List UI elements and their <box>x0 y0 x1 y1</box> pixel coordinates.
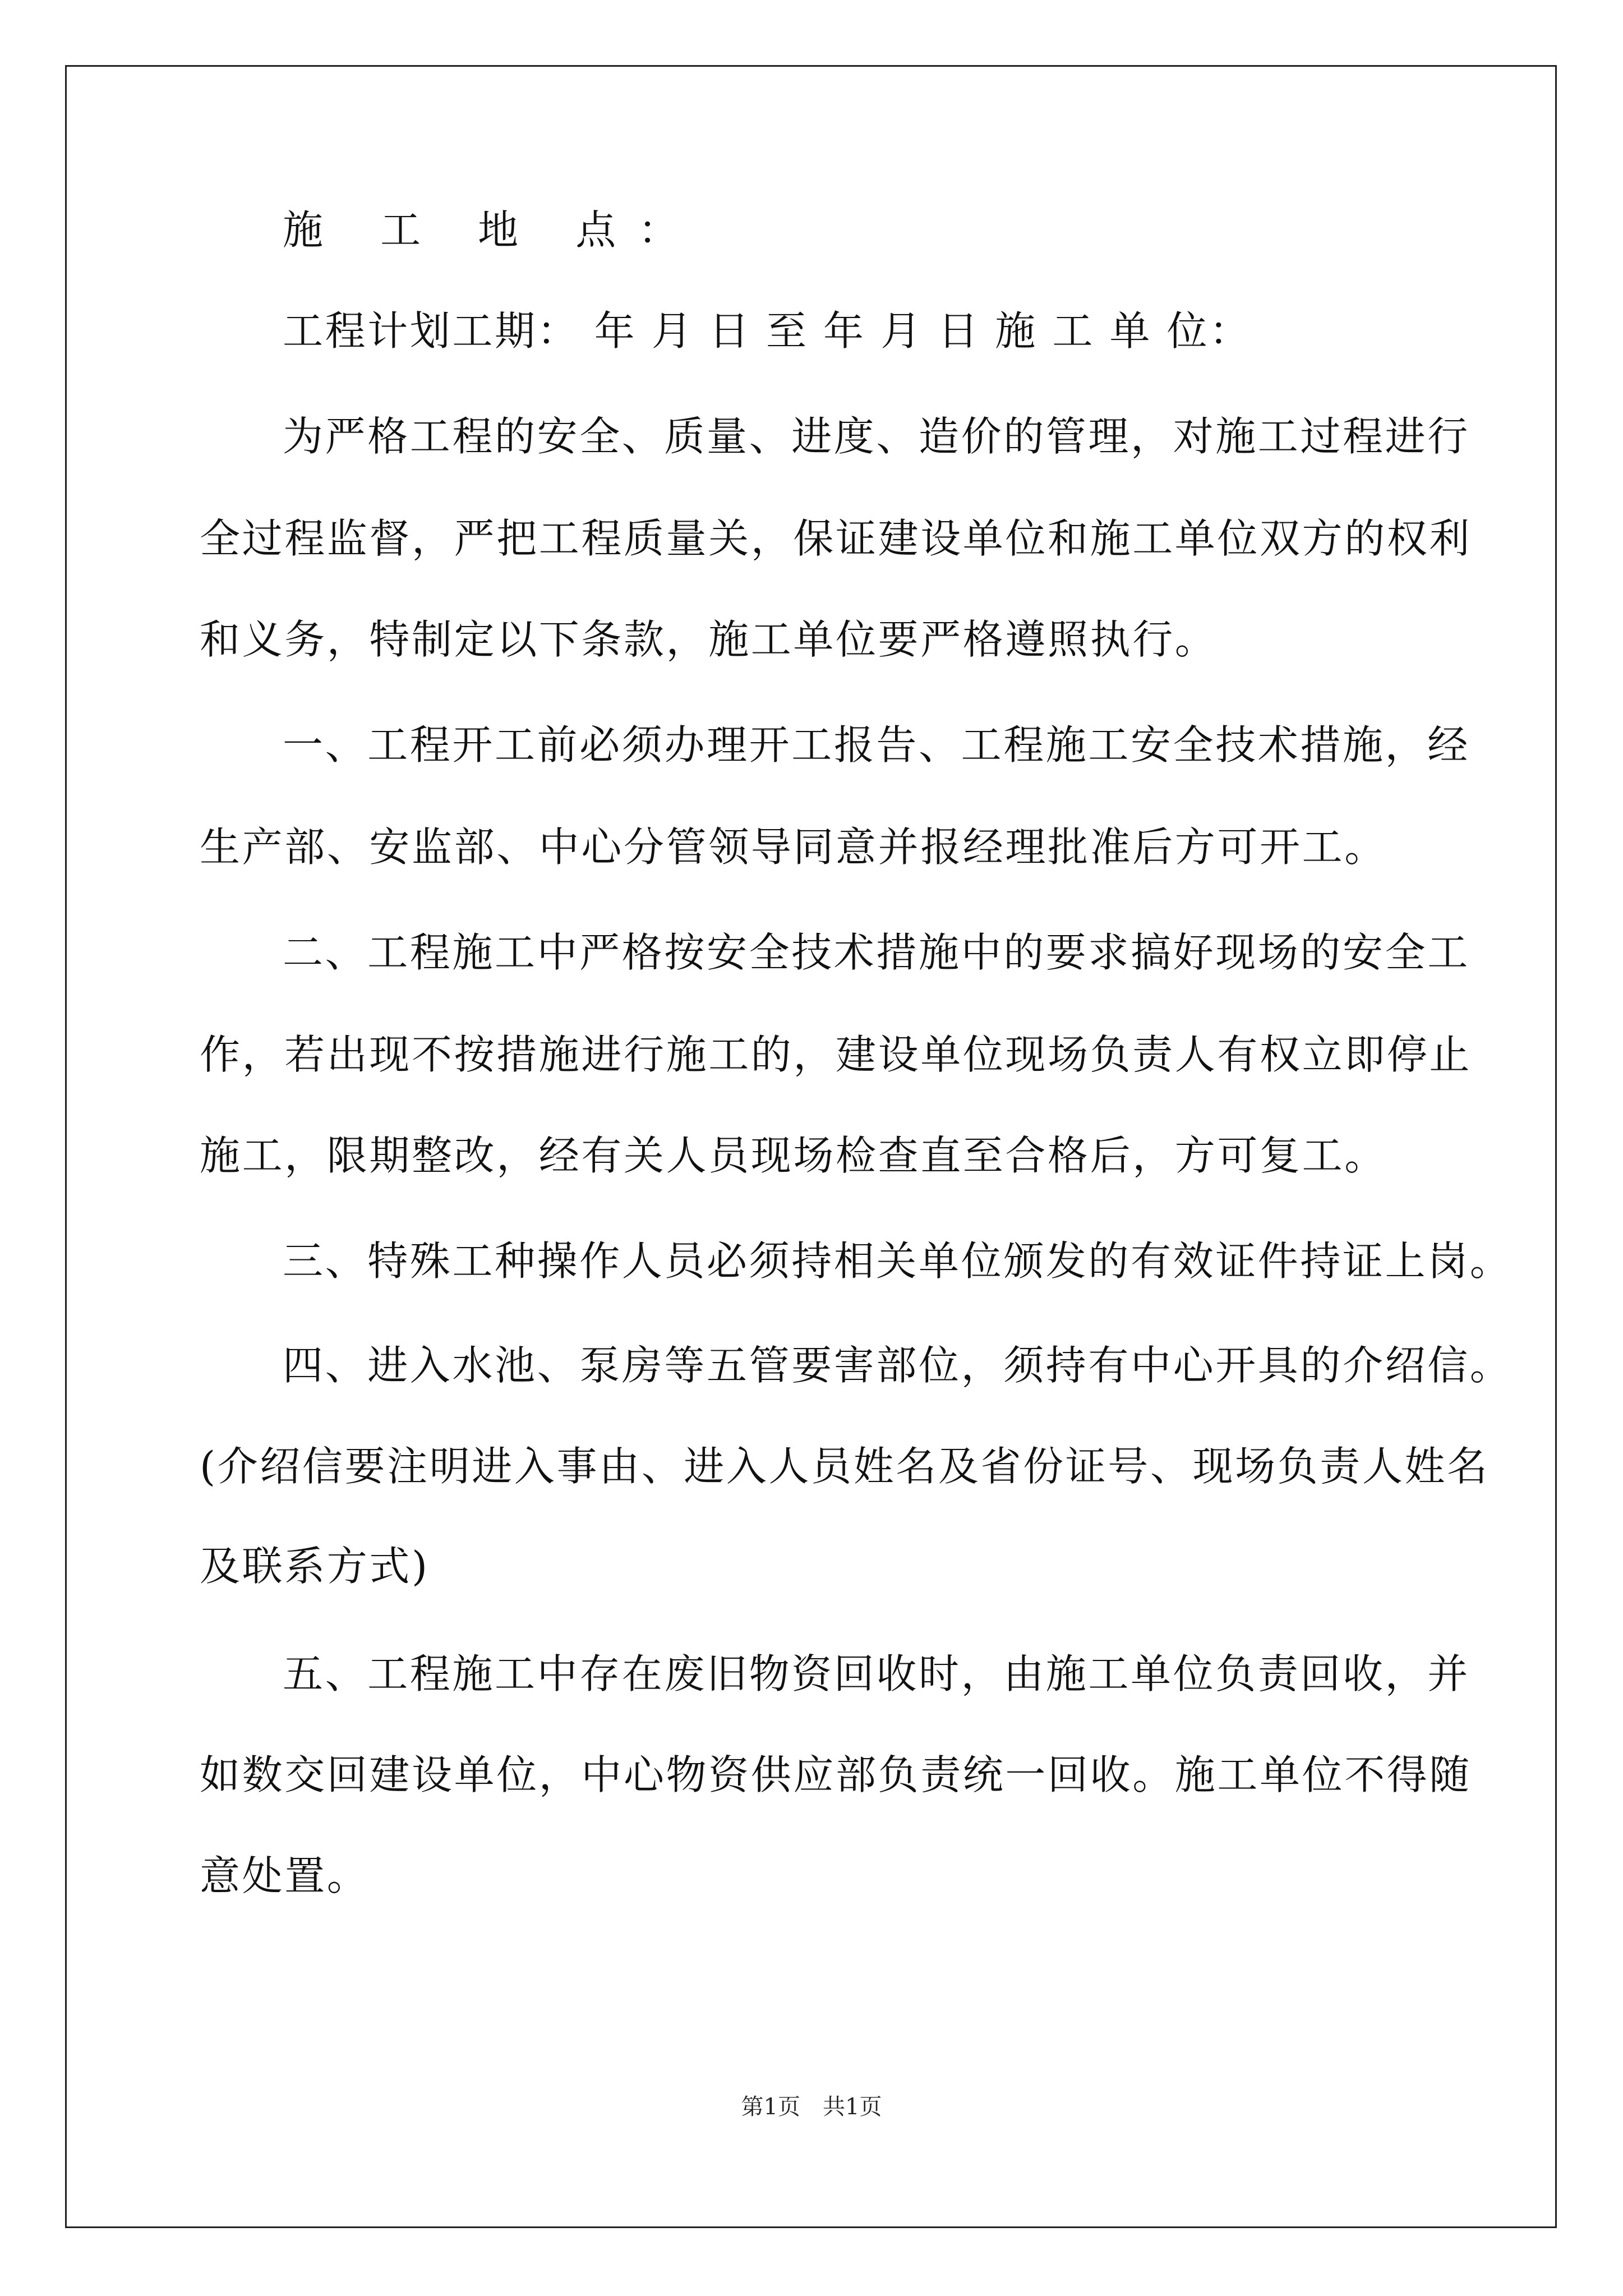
paragraph-intro-line-1: 为严格工程的安全、质量、进度、造价的管理，对施工过程进行 <box>283 413 1470 460</box>
clause-4-line-3: 及联系方式) <box>200 1543 430 1590</box>
clause-4-line-2: (介绍信要注明进入事由、进入人员姓名及省份证号、现场负责人姓名 <box>200 1443 1490 1490</box>
planned-duration-line: 工程计划工期： 年 月 日 至 年 月 日 施 工 单 位： <box>283 307 1252 355</box>
construction-site-label: 施 工 地 点： <box>283 206 701 254</box>
clause-1-line-2: 生产部、安监部、中心分管领导同意并报经理批准后方可开工。 <box>200 823 1387 871</box>
clause-2-line-1: 二、工程施工中严格按安全技术措施中的要求搞好现场的安全工 <box>283 929 1470 976</box>
clause-4-line-1: 四、进入水池、泵房等五管要害部位，须持有中心开具的介绍信。 <box>283 1342 1513 1389</box>
paragraph-intro-line-3: 和义务，特制定以下条款，施工单位要严格遵照执行。 <box>200 616 1218 663</box>
clause-1-line-1: 一、工程开工前必须办理开工报告、工程施工安全技术措施，经 <box>283 721 1470 769</box>
clause-3-line-1: 三、特殊工种操作人员必须持相关单位颁发的有效证件持证上岗。 <box>283 1237 1513 1285</box>
clause-2-line-3: 施工，限期整改，经有关人员现场检查直至合格后，方可复工。 <box>200 1132 1387 1179</box>
clause-5-line-3: 意处置。 <box>200 1852 370 1899</box>
clause-5-line-2: 如数交回建设单位，中心物资供应部负责统一回收。施工单位不得随 <box>200 1751 1472 1798</box>
page-footer: 第1页 共1页 <box>741 2094 882 2120</box>
clause-5-line-1: 五、工程施工中存在废旧物资回收时，由施工单位负责回收，并 <box>283 1650 1470 1697</box>
paragraph-intro-line-2: 全过程监督，严把工程质量关，保证建设单位和施工单位双方的权利 <box>200 515 1472 562</box>
clause-2-line-2: 作，若出现不按措施进行施工的，建设单位现场负责人有权立即停止 <box>200 1031 1472 1078</box>
